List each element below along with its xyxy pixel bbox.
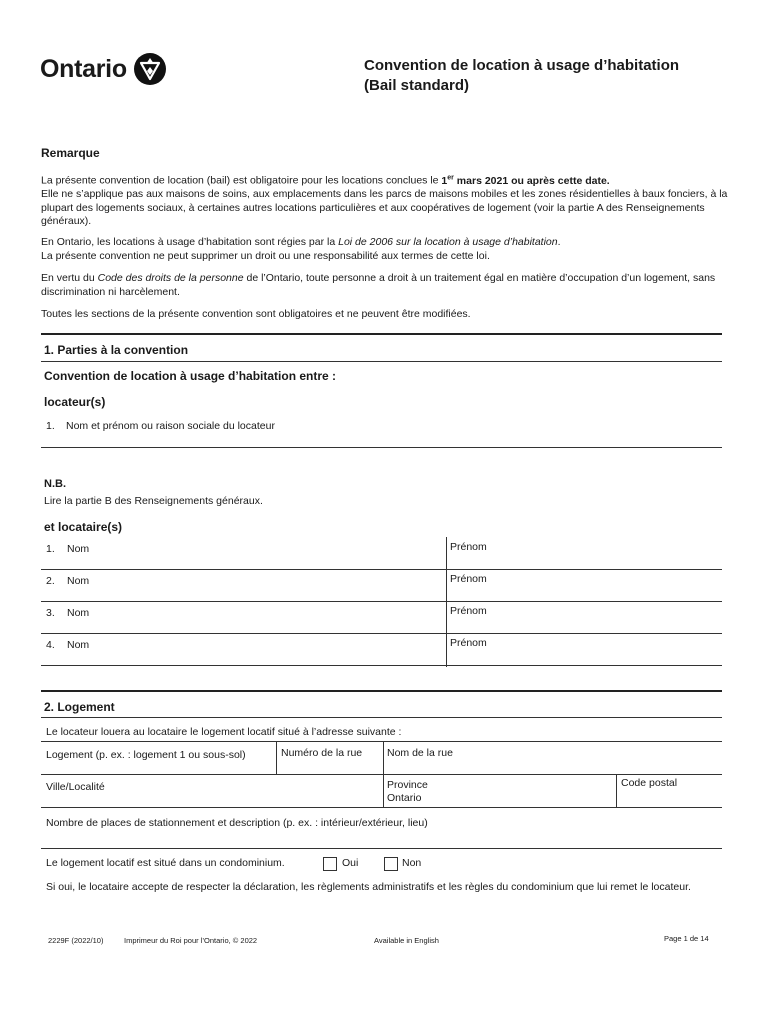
address-top-rule — [41, 741, 722, 742]
p2-text-2: La présente convention ne peut supprimer un droit ou une responsabilité aux termes de cette loi. — [41, 249, 490, 262]
tenant-3-rule — [41, 633, 722, 634]
p1-date-sup: er — [447, 174, 454, 181]
section-1-top-rule — [41, 333, 722, 335]
unit-field[interactable]: Logement (p. ex. : logement 1 ou sous-sol) — [46, 749, 246, 761]
p1-date — [441, 175, 609, 187]
tenant-4-number: 4. — [46, 639, 55, 651]
p3-code-name: Code des droits de la personne — [97, 272, 244, 284]
parking-field[interactable]: Nombre de places de stationnement et description (p. ex. : intérieur/extérieur, lieu) — [46, 817, 428, 829]
printer-credit: Imprimeur du Roi pour l’Ontario, © 2022 — [124, 936, 258, 945]
section-2-top-rule — [41, 690, 722, 692]
section-2-intro: Le locateur louera au locataire le logement locatif situé à l’adresse suivante : — [46, 726, 402, 738]
tenant-2-rule — [41, 601, 722, 602]
p2-text: En Ontario, les locations à usage d’habitation sont régies par la — [41, 236, 339, 248]
p3-text-2: de l’Ontario, toute personne a droit à un traitement égal en matière d’occupation d’un logement, sans discrimination ni harcèlement. — [41, 272, 716, 298]
tenant-3-number: 3. — [46, 607, 55, 619]
city-field[interactable]: Ville/Localité — [46, 781, 105, 793]
landlord-field-rule — [41, 447, 722, 448]
tenant-2-last-name-field[interactable]: Nom — [67, 575, 90, 587]
section-1-title: 1. Parties à la convention — [44, 343, 189, 357]
trillium-icon — [133, 52, 167, 86]
p1-date-day: 1 — [441, 174, 448, 187]
p1-text: La présente convention de location (bail) est obligatoire pour les locations conclues le — [41, 174, 442, 187]
tenant-4-first-name-field[interactable]: Prénom — [450, 637, 487, 649]
page-number: Page 1 de 14 — [664, 934, 709, 943]
p1-scope-text: Elle ne s’applique pas aux maisons de soins, aux emplacements dans les parcs de maisons mobiles et les zones résidentielles à baux fonciers, à la plupart des logements sociaux, à certaines autres locations particulières et aux coopératives de logement (voir la partie A des Renseignements généraux). — [41, 188, 728, 227]
form-number: 2229F (2022/10) — [48, 936, 104, 945]
province-value: Ontario — [387, 792, 422, 804]
condo-note: Si oui, le locataire accepte de respecter la déclaration, les règlements administratifs et les règles du condominium que lui remet le locateur. — [46, 881, 691, 893]
condo-yes-checkbox[interactable] — [323, 857, 337, 871]
condo-no-checkbox[interactable] — [384, 857, 398, 871]
nb-text: Lire la partie B des Renseignements généraux. — [44, 495, 263, 507]
remarque-paragraph-4: Toutes les sections de la présente convention sont obligatoires et ne peuvent être modifiées. — [41, 308, 471, 320]
condo-no-label: Non — [402, 857, 422, 869]
nb-heading: N.B. — [44, 478, 66, 490]
section-1-subtitle: Convention de location à usage d’habitation entre : — [44, 369, 337, 383]
address-bottom-rule — [41, 807, 722, 808]
title-line-2: (Bail standard) — [364, 77, 470, 94]
landlord-name-field[interactable]: Nom et prénom ou raison sociale du locateur — [66, 420, 275, 432]
address-divider-3 — [616, 774, 617, 807]
condo-question: Le logement locatif est situé dans un condominium. — [46, 857, 285, 869]
tenant-1-rule — [41, 569, 722, 570]
p2-law-name: Loi de 2006 sur la location à usage d’habitation — [338, 236, 558, 248]
postal-code-field[interactable]: Code postal — [621, 777, 678, 789]
tenant-3-first-name-field[interactable]: Prénom — [450, 605, 487, 617]
tenant-3-last-name-field[interactable]: Nom — [67, 607, 90, 619]
tenants-heading: et locataire(s) — [44, 520, 123, 534]
p1-date-rest: mars 2021 ou après cette date. — [453, 174, 610, 187]
tenant-1-number: 1. — [46, 543, 55, 555]
logo-text: Ontario — [40, 54, 127, 83]
remarque-paragraph-2 — [41, 236, 731, 263]
tenant-1-first-name-field[interactable]: Prénom — [450, 541, 487, 553]
tenants-column-divider — [446, 537, 447, 667]
address-middle-rule — [41, 774, 722, 775]
street-number-field[interactable]: Numéro de la rue — [281, 747, 363, 759]
section-2-title-rule — [41, 717, 722, 718]
tenant-4-last-name-field[interactable]: Nom — [67, 639, 90, 651]
landlord-heading: locateur(s) — [44, 395, 106, 409]
tenant-2-number: 2. — [46, 575, 55, 587]
available-in-english: Available in English — [374, 936, 439, 945]
title-line-1: Convention de location à usage d’habitation — [364, 57, 680, 74]
section-2-title: 2. Logement — [44, 700, 115, 714]
tenant-4-rule — [41, 665, 722, 666]
province-label: Province — [387, 779, 428, 791]
tenant-2-first-name-field[interactable]: Prénom — [450, 573, 487, 585]
ontario-logo — [40, 52, 167, 86]
remarque-heading: Remarque — [41, 146, 100, 160]
p3-text: En vertu du — [41, 272, 98, 284]
p2-period: . — [557, 236, 561, 248]
tenant-1-last-name-field[interactable]: Nom — [67, 543, 90, 555]
document-title — [364, 56, 679, 96]
address-divider-1 — [276, 741, 277, 774]
section-1-title-rule — [41, 361, 722, 362]
parking-rule — [41, 848, 722, 849]
street-name-field[interactable]: Nom de la rue — [387, 747, 453, 759]
remarque-paragraph-3 — [41, 272, 731, 299]
condo-yes-label: Oui — [342, 857, 359, 869]
remarque-paragraph-1 — [41, 171, 731, 229]
landlord-row-number: 1. — [46, 420, 55, 432]
